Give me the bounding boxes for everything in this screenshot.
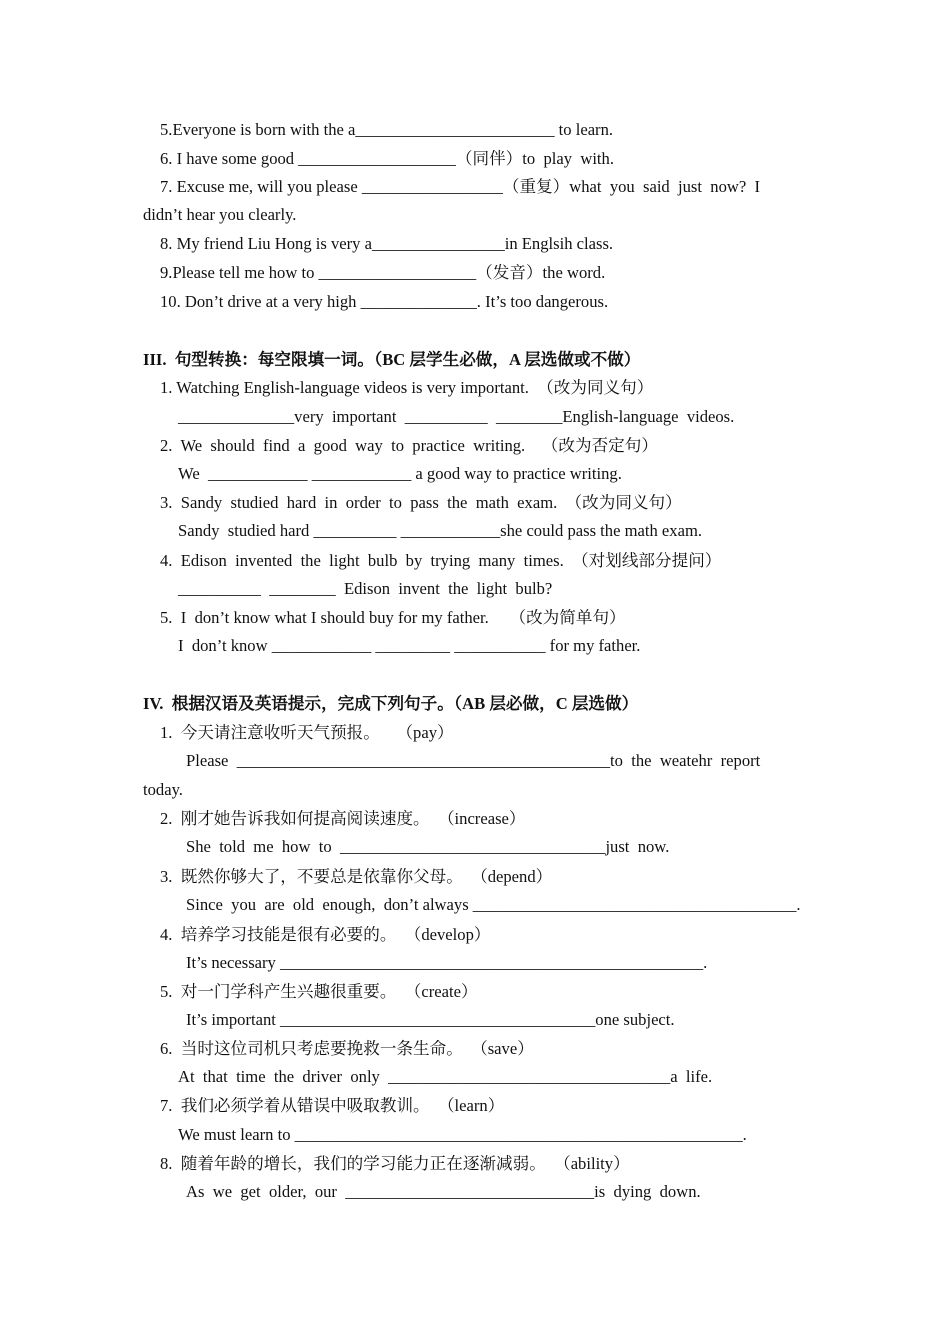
section-iii-item-2-answer-line: We ____________ ____________ a good way to practice writing.	[178, 464, 622, 483]
section-iv-item-7-prompt: 7. 我们必须学着从错误中吸取教训。 （learn）	[160, 1096, 505, 1115]
section-iv-item-8-answer-line: As we get older, our ______________________________is dying down.	[186, 1182, 701, 1201]
section-iv-item-6-prompt: 6. 当时这位司机只考虑要挽救一条生命。 （save）	[160, 1039, 534, 1058]
section-iv-item-5-prompt: 5. 对一门学科产生兴趣很重要。 （create）	[160, 982, 478, 1001]
section-iii-heading: III. 句型转换：每空限填一词。（BC 层学生必做，A 层选做或不做）	[143, 350, 641, 369]
section-iii-item-4-answer-line: __________ ________ Edison invent the light bulb?	[178, 579, 553, 598]
section-iv-item-1-continuation: today.	[143, 780, 183, 799]
section-iv-item-3-prompt: 3. 既然你够大了，不要总是依靠你父母。 （depend）	[160, 867, 553, 886]
section-iii-item-3-prompt: 3. Sandy studied hard in order to pass the math exam. （改为同义句）	[160, 493, 682, 512]
section-iv-item-5-answer-line: It’s important ______________________________________one subject.	[186, 1010, 675, 1029]
fill-in-item-9: 9.Please tell me how to ___________________（发音）the word.	[160, 263, 606, 282]
section-iv-heading: IV. 根据汉语及英语提示，完成下列句子。（AB 层必做，C 层选做）	[143, 694, 639, 713]
section-iii-item-5-prompt: 5. I don’t know what I should buy for my father. （改为简单句）	[160, 608, 626, 627]
fill-in-item-7-continuation: didn’t hear you clearly.	[143, 205, 297, 224]
fill-in-item-6: 6. I have some good ___________________（同伴）to play with.	[160, 149, 614, 168]
section-iv-item-2-prompt: 2. 刚才她告诉我如何提高阅读速度。 （increase）	[160, 809, 526, 828]
section-iv-item-6-answer-line: At that time the driver only __________________________________a life.	[178, 1067, 713, 1086]
section-iv-item-1-prompt: 1. 今天请注意收听天气预报。 （pay）	[160, 723, 454, 742]
section-iv-item-4-prompt: 4. 培养学习技能是很有必要的。 （develop）	[160, 925, 491, 944]
section-iv-item-8-prompt: 8. 随着年龄的增长，我们的学习能力正在逐渐减弱。 （ability）	[160, 1154, 630, 1173]
section-iii-item-1-prompt: 1. Watching English-language videos is very important. （改为同义句）	[160, 378, 654, 397]
fill-in-item-8: 8. My friend Liu Hong is very a________________in Englsih class.	[160, 234, 614, 253]
section-iv-item-2-answer-line: She told me how to ________________________________just now.	[186, 837, 670, 856]
section-iii-item-3-answer-line: Sandy studied hard __________ ____________she could pass the math exam.	[178, 521, 703, 540]
section-iii-item-4-prompt: 4. Edison invented the light bulb by trying many times. （对划线部分提问）	[160, 551, 722, 570]
fill-in-item-10: 10. Don’t drive at a very high ______________. It’s too dangerous.	[160, 292, 609, 311]
section-iii-item-2-prompt: 2. We should find a good way to practice writing. （改为否定句）	[160, 436, 658, 455]
section-iv-item-3-answer-line: Since you are old enough, don’t always _______________________________________.	[186, 895, 801, 914]
section-iv-item-4-answer-line: It’s necessary ___________________________________________________.	[186, 953, 708, 972]
section-iv-item-1-answer-line: Please _____________________________________________to the weatehr report	[186, 751, 761, 770]
section-iii-item-5-answer-line: I don’t know ____________ _________ ___________ for my father.	[178, 636, 641, 655]
section-iv-item-7-answer-line: We must learn to ______________________________________________________.	[178, 1125, 747, 1144]
fill-in-item-7: 7. Excuse me, will you please _________________（重复）what you said just now? I	[160, 177, 761, 196]
section-iii-item-1-answer-line: ______________very important __________ ________English-language videos.	[178, 407, 735, 426]
fill-in-item-5: 5.Everyone is born with the a________________________ to learn.	[160, 120, 614, 139]
